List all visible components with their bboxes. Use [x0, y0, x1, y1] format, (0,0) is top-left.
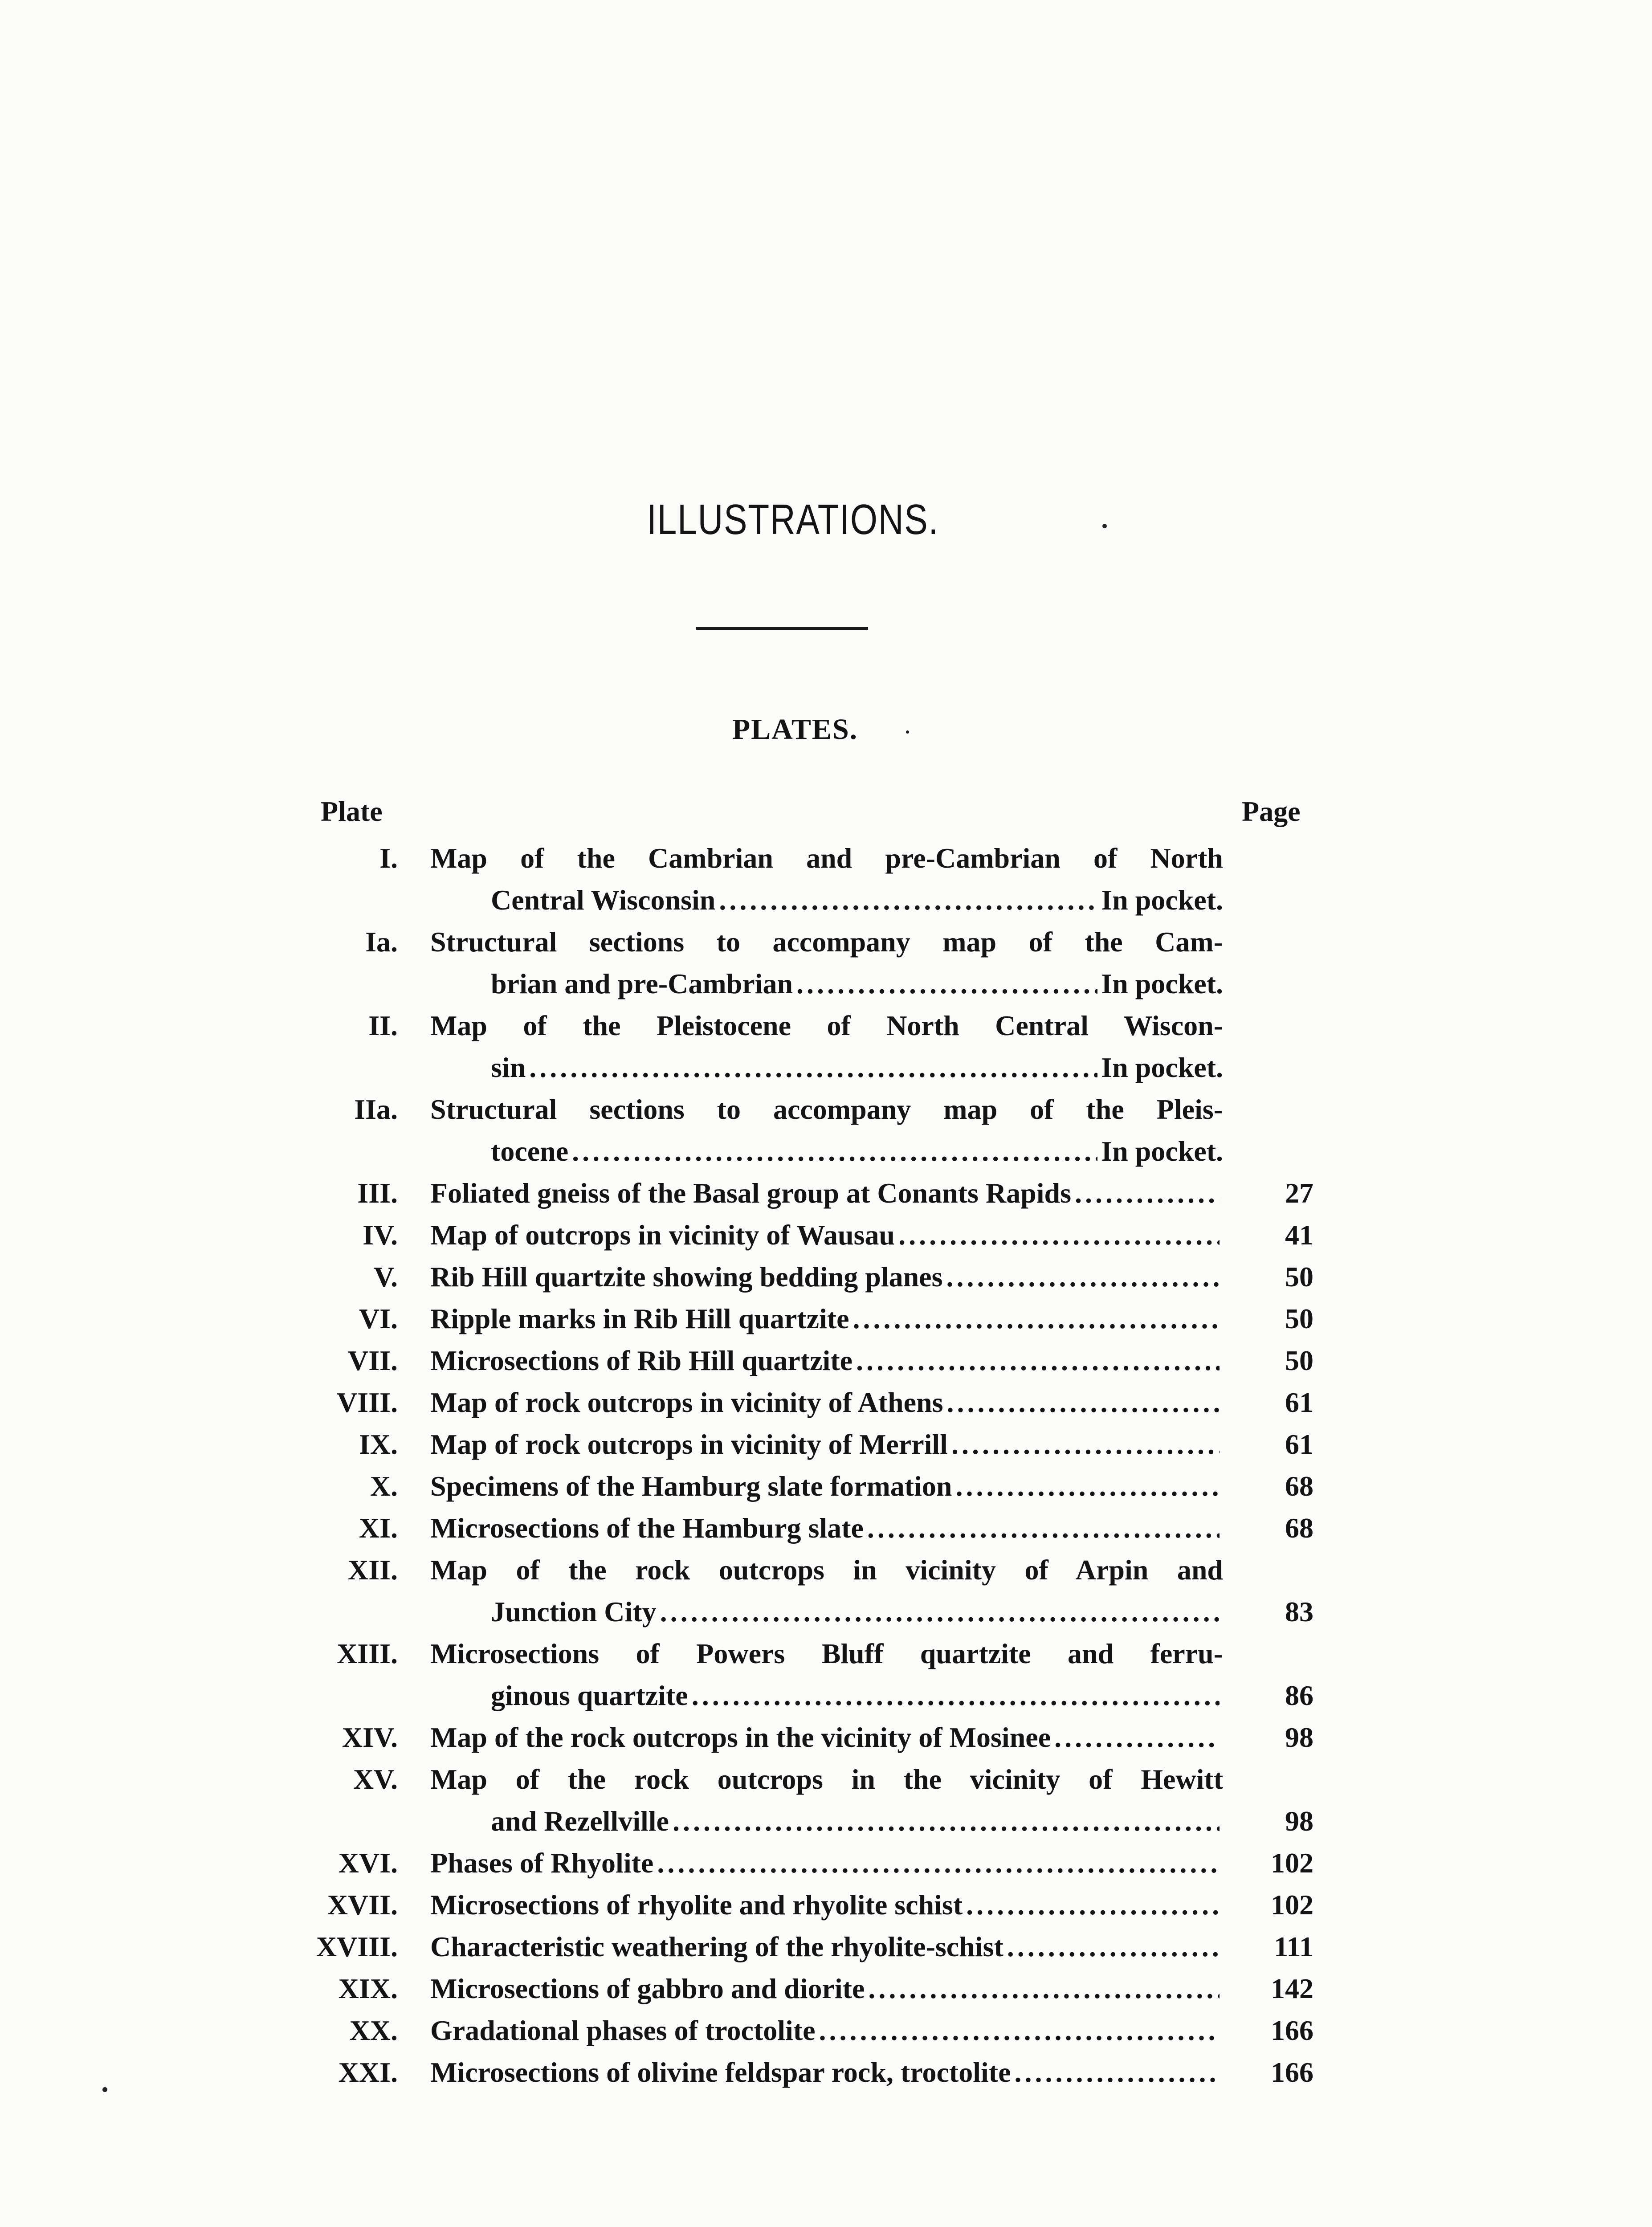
plate-description	[430, 1758, 1223, 1842]
description-line: Structural sections to accompany map of the Cam-	[430, 926, 1223, 958]
description-text: Rib Hill quartzite showing bedding planes	[430, 1261, 943, 1293]
plate-entry	[0, 1507, 1652, 1549]
dot-leader	[657, 1842, 1220, 1884]
dot-leader	[1054, 1717, 1220, 1758]
page-title: ILLUSTRATIONS.	[647, 496, 939, 543]
description-line	[430, 1214, 1223, 1256]
plate-description	[430, 1842, 1223, 1884]
plate-entry	[0, 1423, 1652, 1465]
plate-entry	[0, 1172, 1652, 1214]
location-note: In pocket.	[1101, 968, 1223, 999]
plate-number: XIX.	[338, 1973, 398, 2004]
description-text: brian and pre-Cambrian	[491, 968, 793, 999]
plate-entry	[0, 2010, 1652, 2052]
plate-number: II.	[368, 1010, 398, 1041]
plate-number: XVIII.	[316, 1931, 398, 1962]
page-number: 50	[1285, 1261, 1313, 1293]
plate-entry	[0, 1633, 1652, 1717]
description-text: sin	[491, 1052, 526, 1083]
dot-leader	[868, 1968, 1220, 2010]
plate-description	[430, 1507, 1223, 1549]
description-line	[430, 1717, 1223, 1758]
description-line	[430, 1842, 1223, 1884]
description-line	[430, 1047, 1223, 1089]
plate-description	[430, 1089, 1223, 1172]
dot-leader	[572, 1130, 1097, 1172]
dot-leader	[673, 1800, 1220, 1842]
description-line	[430, 1507, 1223, 1549]
description-line: Map of the Cambrian and pre-Cambrian of North	[430, 842, 1223, 874]
description-line: Map of the rock outcrops in the vicinity of Hewitt	[430, 1763, 1223, 1795]
description-line	[430, 1968, 1223, 2010]
description-text: Characteristic weathering of the rhyolite-schist	[430, 1931, 1003, 1962]
dot-leader	[660, 1591, 1220, 1633]
description-text: Microsections of gabbro and diorite	[430, 1973, 865, 2004]
plate-entry	[0, 1005, 1652, 1089]
plate-number: XVII.	[327, 1889, 398, 1921]
scan-speck	[102, 2087, 107, 2092]
location-note: In pocket.	[1101, 1135, 1223, 1167]
plate-entry	[0, 1842, 1652, 1884]
description-text: and Rezellville	[491, 1805, 669, 1837]
page-number: 98	[1285, 1721, 1313, 1753]
plate-number: XVI.	[338, 1847, 398, 1879]
plate-entry	[0, 2052, 1652, 2093]
page-number: 68	[1285, 1470, 1313, 1502]
description-text: Junction City	[491, 1596, 657, 1627]
plate-description	[430, 837, 1223, 921]
description-text: Microsections of rhyolite and rhyolite schist	[430, 1889, 963, 1921]
description-line	[430, 1423, 1223, 1465]
plate-description	[430, 1633, 1223, 1717]
dot-leader	[898, 1214, 1220, 1256]
plate-number: XIV.	[342, 1721, 398, 1753]
description-text: Map of rock outcrops in vicinity of Merrill	[430, 1428, 948, 1460]
page-number: 27	[1285, 1177, 1313, 1209]
page-number: 61	[1285, 1387, 1313, 1418]
description-text: Specimens of the Hamburg slate formation	[430, 1470, 952, 1502]
description-text: Microsections of the Hamburg slate	[430, 1512, 864, 1544]
description-line	[430, 1256, 1223, 1298]
dot-leader	[1007, 1926, 1220, 1968]
dot-leader	[529, 1047, 1097, 1089]
description-line	[430, 1130, 1223, 1172]
description-text: Gradational phases of troctolite	[430, 2015, 816, 2046]
description-line: Map of the Pleistocene of North Central Wiscon-	[430, 1010, 1223, 1041]
plate-description	[430, 1005, 1223, 1089]
description-text: Ripple marks in Rib Hill quartzite	[430, 1303, 849, 1334]
plate-description	[430, 1172, 1223, 1214]
plate-description	[430, 1423, 1223, 1465]
description-line	[430, 1382, 1223, 1423]
dot-leader	[856, 1340, 1220, 1382]
plate-number: XV.	[353, 1763, 398, 1795]
dot-leader	[946, 1256, 1220, 1298]
plate-entry	[0, 1465, 1652, 1507]
dot-leader	[867, 1507, 1220, 1549]
description-line	[430, 1675, 1223, 1717]
plate-entry	[0, 1298, 1652, 1340]
page-number: 142	[1271, 1973, 1313, 2004]
plate-description	[430, 1717, 1223, 1758]
dot-leader	[796, 963, 1097, 1005]
description-line	[430, 963, 1223, 1005]
page-number: 41	[1285, 1219, 1313, 1251]
plate-number: X.	[370, 1470, 398, 1502]
dot-leader	[951, 1423, 1220, 1465]
dot-leader	[692, 1675, 1220, 1717]
scan-speck	[1102, 524, 1107, 528]
plate-number: XIII.	[337, 1638, 398, 1669]
description-line	[430, 1591, 1223, 1633]
plate-number: I.	[379, 842, 398, 874]
scan-speck	[906, 730, 909, 734]
plate-entry	[0, 921, 1652, 1005]
plate-description	[430, 1465, 1223, 1507]
plate-description	[430, 2052, 1223, 2093]
description-text: Central Wisconsin	[491, 884, 716, 916]
plate-number: XI.	[359, 1512, 398, 1544]
description-text: ginous quartzite	[491, 1680, 688, 1711]
page-number: 166	[1271, 2056, 1313, 2088]
description-line: Map of the rock outcrops in vicinity of Arpin and	[430, 1554, 1223, 1586]
plate-description	[430, 1256, 1223, 1298]
section-heading: PLATES.	[732, 713, 858, 746]
plate-number: VI.	[359, 1303, 398, 1334]
page-number: 68	[1285, 1512, 1313, 1544]
plate-description	[430, 1884, 1223, 1926]
description-text: Phases of Rhyolite	[430, 1847, 654, 1879]
plate-number: IX.	[359, 1428, 398, 1460]
plate-description	[430, 1340, 1223, 1382]
plate-description	[430, 2010, 1223, 2052]
plate-entry	[0, 1089, 1652, 1172]
description-line	[430, 2010, 1223, 2052]
plate-entry	[0, 1382, 1652, 1423]
page-number: 98	[1285, 1805, 1313, 1837]
plate-description	[430, 1549, 1223, 1633]
plate-entry	[0, 1549, 1652, 1633]
plate-entry	[0, 1256, 1652, 1298]
dot-leader	[1014, 2052, 1220, 2093]
plate-description	[430, 1968, 1223, 2010]
page-column-header: Page	[1242, 795, 1301, 827]
description-line	[430, 1298, 1223, 1340]
plates-list	[0, 837, 1652, 2093]
dot-leader	[1075, 1172, 1220, 1214]
plate-entry	[0, 1340, 1652, 1382]
plate-number: XXI.	[338, 2056, 398, 2088]
description-text: Microsections of olivine feldspar rock, troctolite	[430, 2056, 1011, 2088]
description-text: Foliated gneiss of the Basal group at Conants Rapids	[430, 1177, 1072, 1209]
plate-entry	[0, 1926, 1652, 1968]
description-text: Map of rock outcrops in vicinity of Athens	[430, 1387, 943, 1418]
plate-number: V.	[374, 1261, 398, 1293]
plate-description	[430, 1298, 1223, 1340]
description-line	[430, 879, 1223, 921]
description-text: Map of outcrops in vicinity of Wausau	[430, 1219, 895, 1251]
page-number: 50	[1285, 1303, 1313, 1334]
description-line	[430, 1172, 1223, 1214]
page-number: 50	[1285, 1345, 1313, 1376]
plate-entry	[0, 1214, 1652, 1256]
description-line	[430, 1800, 1223, 1842]
plate-number: VIII.	[337, 1387, 398, 1418]
plate-number: XII.	[347, 1554, 398, 1586]
page-number: 111	[1274, 1931, 1313, 1962]
plate-entry	[0, 1717, 1652, 1758]
plate-entry	[0, 1968, 1652, 2010]
plate-number: IIa.	[354, 1093, 398, 1125]
plate-number: Ia.	[365, 926, 398, 958]
location-note: In pocket.	[1101, 884, 1223, 916]
description-line	[430, 1340, 1223, 1382]
page-number: 83	[1285, 1596, 1313, 1627]
description-line: Microsections of Powers Bluff quartzite and ferru-	[430, 1638, 1223, 1669]
dot-leader	[819, 2010, 1220, 2052]
page-number: 61	[1285, 1428, 1313, 1460]
plate-entry	[0, 1758, 1652, 1842]
page-number: 86	[1285, 1680, 1313, 1711]
dot-leader	[946, 1382, 1220, 1423]
description-line	[430, 1884, 1223, 1926]
plate-description	[430, 1926, 1223, 1968]
plate-description	[430, 1214, 1223, 1256]
plate-entry	[0, 1884, 1652, 1926]
plate-description	[430, 1382, 1223, 1423]
plate-column-header: Plate	[321, 795, 383, 827]
plate-number: IV.	[363, 1219, 398, 1251]
title-rule	[696, 627, 868, 630]
plate-number: XX.	[349, 2015, 398, 2046]
page-number: 102	[1271, 1847, 1313, 1879]
dot-leader	[966, 1884, 1220, 1926]
dot-leader	[955, 1465, 1220, 1507]
page-number: 166	[1271, 2015, 1313, 2046]
location-note: In pocket.	[1101, 1052, 1223, 1083]
description-line	[430, 1926, 1223, 1968]
description-text: tocene	[491, 1135, 569, 1167]
plate-number: III.	[357, 1177, 398, 1209]
dot-leader	[719, 879, 1097, 921]
description-line	[430, 1465, 1223, 1507]
dot-leader	[853, 1298, 1220, 1340]
description-text: Map of the rock outcrops in the vicinity of Mosinee	[430, 1721, 1051, 1753]
description-line	[430, 2052, 1223, 2093]
description-text: Microsections of Rib Hill quartzite	[430, 1345, 853, 1376]
plate-entry	[0, 837, 1652, 921]
plate-number: VII.	[347, 1345, 398, 1376]
description-line: Structural sections to accompany map of the Pleis-	[430, 1093, 1223, 1125]
plate-description	[430, 921, 1223, 1005]
page-number: 102	[1271, 1889, 1313, 1921]
